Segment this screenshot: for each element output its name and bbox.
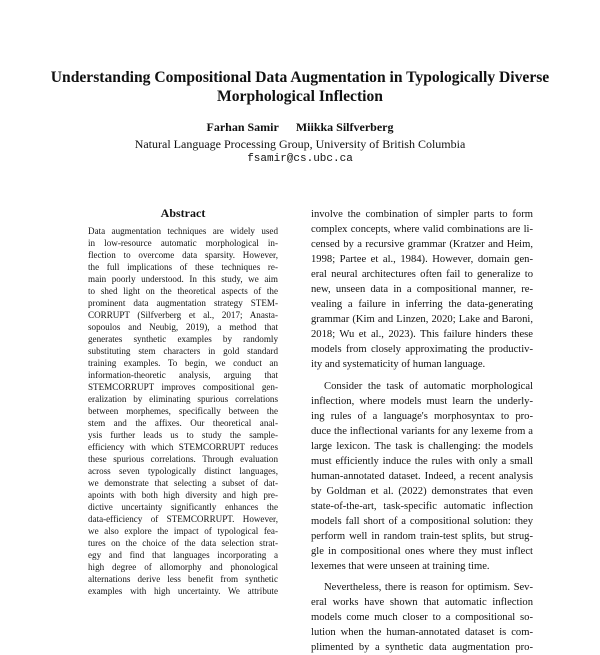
abstract-line: the full implications of these techniques re- — [88, 262, 278, 272]
abstract-line: ysis further leads us to study the sample- — [88, 430, 278, 440]
abstract-body — [88, 225, 278, 597]
abstract-line: high degree of allomorphy and phonological — [88, 562, 278, 572]
abstract-line: we demonstrate that selecting a subset of dat- — [88, 478, 278, 488]
paragraph-line: lexemes that were unseen at training time. — [311, 561, 490, 573]
paragraph-line: gle in compositional ones where they must inflect — [311, 546, 533, 558]
paragraph-line: eral works have shown that automatic inflection — [311, 597, 533, 609]
abstract-line: training examples. To begin, we conduct an — [88, 358, 278, 368]
abstract-line: flection to overcome data sparsity. However, — [88, 250, 278, 260]
paragraph-line: models from closely approximating the productiv- — [311, 344, 533, 356]
abstract-line: CORRUPT (Silfverberg et al., 2017; Anasta- — [88, 310, 278, 320]
abstract-line: eralization by eliminating spurious correlations — [88, 394, 278, 404]
abstract-line: these spurious correlations. Through evaluation — [88, 454, 278, 464]
abstract-line: substituting stem characters in gold standard — [88, 346, 278, 356]
abstract-line: in low-resource automatic morphological in- — [88, 238, 278, 248]
paragraph-line: perform well in random train-test splits, but strug- — [311, 530, 533, 542]
abstract-line: efficiency with which STEMCORRUPT reduces — [88, 442, 278, 452]
abstract-line: prominent data augmentation strategy STEM- — [88, 298, 278, 308]
paragraph-line: involve the combination of simpler parts to form — [311, 209, 533, 220]
abstract-line: we also explore the impact of typological fea- — [88, 526, 278, 536]
paragraph-line: ity and systematicity of human language. — [311, 359, 486, 371]
body-right-column — [311, 207, 533, 655]
paragraph-line: models come much closer to a compositional so- — [311, 612, 533, 624]
abstract-line: stem and the affixes. Our theoretical anal- — [88, 418, 278, 428]
abstract-line: generates synthetic examples by randomly — [88, 334, 278, 344]
abstract-line: sopoulos and Neubig, 2019), a method that — [88, 322, 278, 332]
paragraph-line: grammar (Kim and Linzen, 2020; Lake and Baroni, — [311, 314, 533, 326]
email-address: fsamir@cs.ubc.ca — [247, 153, 353, 165]
paragraph-line: ing rules of a language's morphosyntax to pro- — [311, 410, 533, 422]
paper-title-line-1: Understanding Compositional Data Augmentation in Typologically Diverse — [50, 69, 550, 86]
paragraph-line: plimented by a synthetic data augmentation pro- — [311, 642, 533, 654]
abstract-line: egy and find that languages incorporating a — [88, 550, 278, 560]
paragraph-line: models fall short of a compositional solution: they — [311, 515, 533, 527]
paper-title-line-2: Morphological Inflection — [217, 88, 383, 105]
abstract-line: information-theoretic analysis, arguing that — [88, 370, 278, 380]
paragraph-line: state-of-the-art, task-specific automatic inflection — [311, 500, 533, 512]
author-list — [0, 120, 600, 135]
abstract-heading: Abstract — [160, 206, 206, 220]
abstract-line: data-efficiency of STEMCORRUPT. However, — [88, 514, 278, 524]
paragraph-line: censed by a recursive grammar (Kratzer and Heim, — [311, 239, 533, 251]
affiliation: Natural Language Processing Group, University of British Columbia — [134, 137, 466, 151]
abstract-line: examples with high uncertainty. We attribute — [88, 586, 278, 596]
abstract-line: between morphemes, specifically between the — [88, 406, 278, 416]
paragraph-line: eral neural architectures often fail to generalize to — [311, 269, 533, 281]
paper-title — [40, 68, 560, 106]
paragraph-line: by Goldman et al. (2022) demonstrates that even — [311, 485, 533, 497]
paragraph-line: Nevertheless, there is reason for optimism. Sev- — [324, 582, 533, 594]
abstract-line: Data augmentation techniques are widely used — [88, 226, 278, 236]
paragraph-line: Consider the task of automatic morphological — [324, 380, 533, 392]
paragraph-line: new, unseen data in a compositional manner, re- — [311, 284, 533, 296]
abstract-line: to shed light on the theoretical aspects of the — [88, 286, 278, 296]
paragraph-line: human-annotated dataset. Indeed, a recent analysis — [311, 470, 533, 482]
author-name: Miikka Silfverberg — [295, 120, 394, 134]
paragraph-line: 2018; Wu et al., 2023). This failure hinders these — [311, 329, 533, 341]
paragraph-line: must efficiently induce the rules with only a small — [311, 455, 533, 467]
abstract-line: STEMCORRUPT improves compositional gen- — [88, 382, 278, 392]
abstract-line: main poorly understood. In this study, we aim — [88, 274, 278, 284]
abstract-line: tures on the choice of the data selection strat- — [88, 538, 278, 548]
author-name: Farhan Samir — [206, 120, 279, 134]
abstract-line: alternations derive less benefit from synthetic — [88, 574, 278, 584]
paragraph-line: lution when the human-annotated dataset is com- — [311, 627, 533, 639]
paragraph-line: vealing a failure in inferring the data-generating — [311, 299, 533, 311]
abstract-line: across seven typologically distinct languages, — [88, 466, 278, 476]
paragraph-line: large lexicon. The task is challenging: the models — [311, 440, 533, 452]
abstract-line: apoints with both high diversity and high pre- — [88, 490, 278, 500]
abstract-line: dictive uncertainty significantly enhances the — [88, 502, 278, 512]
paragraph-line: duce the inflectional variants for any lexeme from a — [311, 425, 533, 437]
paragraph-line: complex concepts, where valid combinations are li- — [311, 224, 533, 236]
paragraph-line: inflection, where models must learn the underly- — [311, 395, 533, 407]
paragraph-line: 1998; Partee et al., 1984). However, domain gen- — [311, 254, 533, 266]
